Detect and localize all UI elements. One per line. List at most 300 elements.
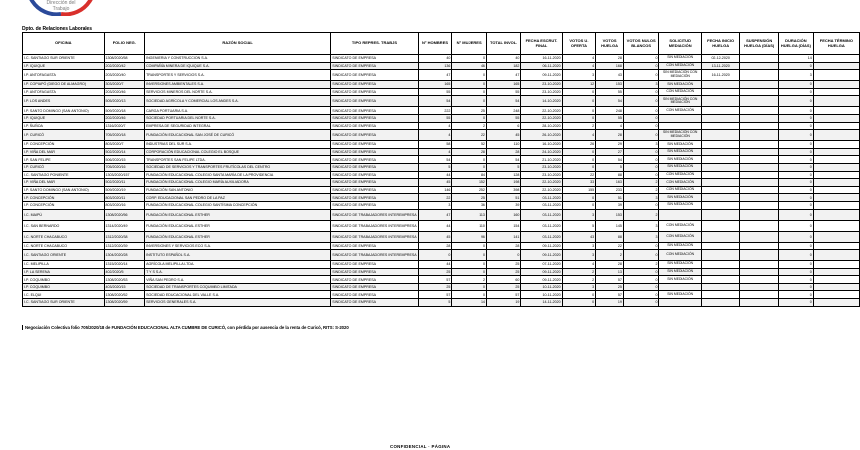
cell-m: 2 [452, 276, 487, 284]
cell-uo: 22 [562, 171, 596, 179]
cell-fin [813, 130, 859, 141]
cell-nb: 3 [623, 194, 659, 202]
cell-uo: 4 [562, 261, 596, 269]
cell-folio: 1316/2020/7 [104, 122, 145, 130]
cell-m: 0 [452, 114, 487, 122]
cell-h: 22 [418, 194, 452, 202]
cell-m: 84 [452, 171, 487, 179]
cell-fin [813, 283, 859, 291]
cell-h: 47 [418, 70, 452, 81]
cell-razon: FUNDACIÓN SAN ANTONIO [145, 186, 331, 194]
table-row [23, 96, 860, 107]
cell-med: SIN MEDIACIÓN [659, 276, 701, 284]
cell-med: CON MEDIACIÓN [659, 179, 701, 187]
cell-tipo: SINDICATO DE EMPRESA [331, 62, 418, 70]
cell-fecha: 28-10-2020 [521, 122, 562, 130]
cell-oficina: I.P. ANTOFAGASTA [23, 70, 105, 81]
cell-tipo: SINDICATO DE EMPRESA [331, 96, 418, 107]
cell-tipo: SINDICATO DE EMPRESA [331, 88, 418, 96]
cell-ini [701, 122, 739, 130]
cell-oficina: I.P. COQUIMBO [23, 276, 105, 284]
cell-fecha: 16-10-2020 [521, 141, 562, 149]
cell-m: 0 [452, 156, 487, 164]
cell-oficina: I.C. SANTIAGO PONIENTE [23, 171, 105, 179]
cell-oficina: I.P. ANTOFAGASTA [23, 88, 105, 96]
strike-negotiations-table [22, 32, 860, 307]
cell-razon: TRANSPORTES Y SERVICIOS S.A. [145, 70, 331, 81]
cell-folio: 403/2020/15 [104, 283, 145, 291]
cell-med: SIN MEDIACIÓN [659, 81, 701, 89]
cell-dur: 0 [779, 242, 814, 250]
cell-fin [813, 107, 859, 115]
cell-ini [701, 179, 739, 187]
cell-t: 6 [486, 122, 520, 130]
cell-nb: 0 [623, 291, 659, 299]
cell-oficina: I.P. IQUIQUE [23, 62, 105, 70]
cell-folio: 1308/2020/58 [104, 55, 145, 63]
cell-dur: 0 [779, 163, 814, 171]
cell-folio: 1303/2020/157 [104, 171, 145, 179]
cell-fecha: 03-11-2020 [521, 201, 562, 209]
cell-tipo: SINDICATO DE EMPRESA [331, 194, 418, 202]
cell-folio: 803/2020/16 [104, 201, 145, 209]
cell-sus [740, 299, 779, 307]
cell-razon: COMPAÑÍA MINERA DE IQUIQUE S.A. [145, 62, 331, 70]
cell-dur: 0 [779, 291, 814, 299]
cell-tipo: SINDICATO DE TRABAJADORES INTEREMPRESA [331, 231, 418, 242]
cell-ini [701, 171, 739, 179]
table-row [23, 283, 860, 291]
cell-dur: 0 [779, 209, 814, 220]
cell-m: 0 [452, 163, 487, 171]
cell-vh: 28 [596, 261, 624, 269]
cell-vh: 163 [596, 179, 624, 187]
table-row [23, 141, 860, 149]
cell-tipo: SINDICATO DE TRABAJADORES INTEREMPRESA [331, 209, 418, 220]
column-header: FECHA TÉRMINO HUELGA [813, 33, 859, 55]
cell-m: 96 [452, 231, 487, 242]
cell-h: 57 [418, 291, 452, 299]
table-row [23, 130, 860, 141]
cell-vh: 145 [596, 220, 624, 231]
column-header: TOTAL INVOL. [486, 33, 520, 55]
cell-tipo: SINDICATO DE EMPRESA [331, 276, 418, 284]
svg-text:Dirección del: Dirección del [46, 0, 76, 6]
cell-fecha: 03-11-2020 [521, 231, 562, 242]
cell-tipo: SINDICATO DE EMPRESA [331, 186, 418, 194]
cell-sus [740, 88, 779, 96]
cell-nb: 2 [623, 209, 659, 220]
cell-ini [701, 163, 739, 171]
cell-razon: SERVICIOS GENERALES S.A. [145, 299, 331, 307]
cell-oficina: I.P. VIÑA DEL MAR [23, 148, 105, 156]
cell-ini [701, 81, 739, 89]
cell-razon: INSTITUTO ESPAÑOL S.A. [145, 250, 331, 261]
cell-ini [701, 231, 739, 242]
cell-ini [701, 299, 739, 307]
cell-nb: 0 [623, 130, 659, 141]
cell-h: 54 [418, 156, 452, 164]
cell-m: 0 [452, 70, 487, 81]
cell-med: SIN MEDIACIÓN [659, 201, 701, 209]
cell-vh: 57 [596, 276, 624, 284]
table-row [23, 107, 860, 115]
cell-tipo: SINDICATO DE EMPRESA [331, 141, 418, 149]
cell-uo: 155 [562, 186, 596, 194]
cell-uo: 33 [562, 179, 596, 187]
cell-uo: 4 [562, 55, 596, 63]
cell-fecha: 21-10-2020 [521, 156, 562, 164]
cell-folio: 1312/2020/39 [104, 242, 145, 250]
cell-sus [740, 55, 779, 63]
cell-vh: 88 [596, 231, 624, 242]
cell-folio: 705/2020/18 [104, 130, 145, 141]
cell-med: SIN MEDIACIÓN [659, 291, 701, 299]
cell-uo: 0 [562, 156, 596, 164]
cell-tipo: SINDICATO DE EMPRESA [331, 163, 418, 171]
cell-dur: 0 [779, 122, 814, 130]
cell-razon: INGENIERIA Y CONSTRUCCION S.A. [145, 55, 331, 63]
cell-vh: 28 [596, 130, 624, 141]
cell-fecha: 16-11-2020 [521, 55, 562, 63]
cell-ini [701, 114, 739, 122]
cell-h: 44 [418, 220, 452, 231]
cell-med: SIN MEDIACIÓN [659, 148, 701, 156]
cell-m: 0 [452, 268, 487, 276]
cell-dur: 0 [779, 130, 814, 141]
cell-sus [740, 70, 779, 81]
cell-nb: 0 [623, 148, 659, 156]
cell-folio: 203/2020/40 [104, 70, 145, 81]
cell-fecha: 24-10-2020 [521, 148, 562, 156]
cell-vh: 22 [596, 242, 624, 250]
cell-ini [701, 186, 739, 194]
column-header: FOLIO NEG. [104, 33, 145, 55]
cell-h: 45 [418, 231, 452, 242]
cell-fin [813, 194, 859, 202]
cell-nb: 0 [623, 250, 659, 261]
cell-m: 113 [452, 209, 487, 220]
cell-t: 45 [486, 130, 520, 141]
cell-dur: 0 [779, 276, 814, 284]
cell-dur: 0 [779, 299, 814, 307]
cell-h: 4 [418, 122, 452, 130]
column-header: VOTOS NULOS BLANCOS [623, 33, 659, 55]
cell-sus [740, 171, 779, 179]
cell-t: 47 [486, 70, 520, 81]
cell-tipo: SINDICATO DE EMPRESA [331, 201, 418, 209]
cell-folio: 705/2020/16 [104, 163, 145, 171]
cell-med: SIN MEDIACIÓN CON MEDIACIÓN [659, 130, 701, 141]
cell-fecha: 09-11-2020 [521, 250, 562, 261]
cell-fin [813, 122, 859, 130]
cell-t: 25 [486, 268, 520, 276]
cell-fin [813, 299, 859, 307]
cell-oficina: I.P. CURICÓ [23, 163, 105, 171]
cell-tipo: SINDICATO DE TRABAJADORES INTEREMPRESA [331, 220, 418, 231]
cell-tipo: SINDICATO DE EMPRESA [331, 122, 418, 130]
cell-tipo: SINDICATO DE EMPRESA [331, 148, 418, 156]
cell-folio: 1304/2020/28 [104, 250, 145, 261]
cell-t: 60 [486, 276, 520, 284]
cell-tipo: SINDICATO DE EMPRESA [331, 242, 418, 250]
cell-fin [813, 148, 859, 156]
table-header-row [23, 33, 860, 55]
table-row [23, 194, 860, 202]
cell-sus [740, 242, 779, 250]
svg-text:Trabajo: Trabajo [52, 6, 70, 12]
cell-h: 40 [418, 55, 452, 63]
cell-uo: 0 [562, 148, 596, 156]
cell-med: SIN MEDIACIÓN CON MEDIACIÓN [659, 96, 701, 107]
cell-ini [701, 194, 739, 202]
direccion-del-trabajo-logo [26, 0, 96, 16]
cell-t: 25 [486, 283, 520, 291]
cell-dur: 0 [779, 141, 814, 149]
cell-vh: 153 [596, 209, 624, 220]
cell-h: 45 [418, 179, 452, 187]
table-row [23, 250, 860, 261]
cell-fecha: 10-11-2020 [521, 291, 562, 299]
table-row [23, 201, 860, 209]
cell-dur: 0 [779, 261, 814, 269]
cell-t: 40 [486, 55, 520, 63]
cell-sus [740, 194, 779, 202]
cell-t: 25 [486, 261, 520, 269]
cell-dur: 0 [779, 96, 814, 107]
cell-sus [740, 130, 779, 141]
cell-uo: 12 [562, 81, 596, 89]
cell-uo: 0 [562, 107, 596, 115]
page-footer: CONFIDENCIAL · PÁGINA [390, 444, 451, 449]
cell-uo: 5 [562, 220, 596, 231]
column-header: VOTOS HUELGA [596, 33, 624, 55]
cell-folio: 1308/2020/52 [104, 291, 145, 299]
cell-h: 222 [418, 107, 452, 115]
cell-m: 0 [452, 81, 487, 89]
cell-tipo: SINDICATO DE EMPRESA [331, 156, 418, 164]
cell-razon: AGRÍCOLA MELIPILLA LTDA. [145, 261, 331, 269]
cell-med: CON MEDIACIÓN [659, 186, 701, 194]
cell-t: 54 [486, 96, 520, 107]
cell-sus [740, 276, 779, 284]
cell-nb: 3 [623, 141, 659, 149]
table-row [23, 299, 860, 307]
cell-fin [813, 156, 859, 164]
cell-vh: 13 [596, 268, 624, 276]
table-row [23, 148, 860, 156]
column-header: N° HOMBRES [418, 33, 452, 55]
cell-m: 2 [452, 122, 487, 130]
cell-razon: FUNDACIÓN EDUCACIONAL COLEGIO SANTA MARÍA DE LA PROVIDENCIA [145, 171, 331, 179]
cell-fecha: 06-11-2020 [521, 62, 562, 70]
cell-razon: FUNDACIÓN EDUCACIONAL ESTHER [145, 231, 331, 242]
cell-folio: 1308/2020/56 [104, 209, 145, 220]
cell-sus [740, 148, 779, 156]
cell-fecha: 22-10-2020 [521, 179, 562, 187]
cell-nb: 0 [623, 62, 659, 70]
cell-fin [813, 231, 859, 242]
cell-fecha: 14-10-2020 [521, 96, 562, 107]
cell-tipo: SINDICATO DE EMPRESA [331, 291, 418, 299]
cell-tipo: SINDICATO DE EMPRESA [331, 261, 418, 269]
cell-oficina: I.P. CONCEPCIÓN [23, 141, 105, 149]
cell-dur: 0 [779, 148, 814, 156]
cell-fin [813, 242, 859, 250]
cell-h: 4 [418, 148, 452, 156]
cell-sus [740, 220, 779, 231]
cell-fin [813, 88, 859, 96]
cell-oficina: I.C. MELIPILLA [23, 261, 105, 269]
cell-m: 52 [452, 141, 487, 149]
cell-med [659, 122, 701, 130]
cell-oficina: I.C. MAIPÚ [23, 209, 105, 220]
cell-t: 398 [486, 186, 520, 194]
cell-oficina: I.P. IQUIQUE [23, 114, 105, 122]
cell-nb: 3 [623, 81, 659, 89]
cell-nb: 0 [623, 201, 659, 209]
cell-oficina: I.P. COQUIMBO [23, 283, 105, 291]
cell-fecha: 14-11-2020 [521, 299, 562, 307]
cell-fin [813, 268, 859, 276]
cell-folio: 1308/2020/53 [104, 276, 145, 284]
cell-vh: 4 [596, 122, 624, 130]
column-header: VOTOS U. OFERTA [562, 33, 596, 55]
cell-oficina: I.P. SANTO DOMINGO (SAN ANTONIO) [23, 107, 105, 115]
cell-t: 57 [486, 291, 520, 299]
cell-uo: 3 [562, 242, 596, 250]
cell-sus [740, 186, 779, 194]
cell-m: 0 [452, 96, 487, 107]
cell-fecha: 09-11-2020 [521, 242, 562, 250]
cell-sus [740, 179, 779, 187]
cell-uo: 0 [562, 201, 596, 209]
cell-nb: 2 [623, 179, 659, 187]
cell-fin [813, 291, 859, 299]
column-header: DURACIÓN HUELGA (DÍAS) [779, 33, 814, 55]
cell-uo: 2 [562, 122, 596, 130]
table-row [23, 88, 860, 96]
cell-nb: 0 [623, 88, 659, 96]
cell-dur: 0 [779, 171, 814, 179]
column-header: TIPO REPRES. TRABJS [331, 33, 418, 55]
cell-sus [740, 114, 779, 122]
cell-fecha: 26-10-2020 [521, 130, 562, 141]
cell-nb: 0 [623, 299, 659, 307]
cell-m: 0 [452, 55, 487, 63]
cell-fecha: 23-10-2020 [521, 163, 562, 171]
cell-tipo: SINDICATO DE EMPRESA [331, 130, 418, 141]
cell-dur: 0 [779, 220, 814, 231]
cell-vh: 248 [596, 107, 624, 115]
cell-folio: 803/2020/7 [104, 141, 145, 149]
cell-uo: 0 [562, 163, 596, 171]
cell-oficina: I.C. NORTE CHACABUCO [23, 242, 105, 250]
cell-vh: 168 [596, 62, 624, 70]
cell-t: 28 [486, 242, 520, 250]
cell-fin [813, 261, 859, 269]
cell-fin [813, 201, 859, 209]
cell-h: 55 [418, 114, 452, 122]
cell-m: 110 [452, 220, 487, 231]
cell-fecha: 23-10-2020 [521, 81, 562, 89]
cell-tipo: SINDICATO DE EMPRESA [331, 283, 418, 291]
cell-sus [740, 201, 779, 209]
cell-oficina: I.P. LA SERENA [23, 268, 105, 276]
cell-uo: 26 [562, 141, 596, 149]
cell-sus [740, 141, 779, 149]
cell-h: 25 [418, 268, 452, 276]
cell-med: SIN MEDIACIÓN [659, 141, 701, 149]
cell-fin [813, 220, 859, 231]
table-body [23, 55, 860, 307]
cell-vh: 43 [596, 70, 624, 81]
table-row [23, 276, 860, 284]
cell-fecha: 22-10-2020 [521, 114, 562, 122]
cell-ini: 16-11-2020 [701, 70, 739, 81]
cell-folio: 502/2020/14 [104, 148, 145, 156]
cell-ini [701, 107, 739, 115]
cell-h: 44 [418, 171, 452, 179]
cell-oficina: I.P. SAN FELIPE [23, 156, 105, 164]
cell-fin [813, 209, 859, 220]
table-row [23, 114, 860, 122]
cell-uo: 0 [562, 88, 596, 96]
cell-fecha: 09-11-2020 [521, 276, 562, 284]
cell-uo: 0 [562, 194, 596, 202]
cell-fin [813, 163, 859, 171]
cell-fin [813, 141, 859, 149]
cell-dur: 0 [779, 186, 814, 194]
cell-dur: 0 [779, 268, 814, 276]
cell-nb: 0 [623, 156, 659, 164]
column-header: FECHA ESCRUT. FINAL [521, 33, 562, 55]
cell-razon: INDUSTRIAS DEL SUR S.A. [145, 141, 331, 149]
cell-nb: 0 [623, 268, 659, 276]
cell-dur: 0 [779, 231, 814, 242]
cell-nb: 3 [623, 231, 659, 242]
cell-h: 3 [418, 201, 452, 209]
cell-ini [701, 156, 739, 164]
cell-med: SIN MEDIACIÓN [659, 156, 701, 164]
cell-ini [701, 96, 739, 107]
cell-sus [740, 163, 779, 171]
cell-razon: CARGA PORTUARIA S.A. [145, 107, 331, 115]
cell-m: 0 [452, 291, 487, 299]
cell-tipo: SINDICATO DE EMPRESA [331, 299, 418, 307]
cell-h: 47 [418, 209, 452, 220]
cell-ini [701, 250, 739, 261]
cell-dur: 0 [779, 250, 814, 261]
cell-razon: CORP. EDUCACIONAL SAN PEDRO DE LA PAZ [145, 194, 331, 202]
table-row [23, 62, 860, 70]
cell-sus [740, 283, 779, 291]
cell-t: 55 [486, 88, 520, 96]
cell-t: 0 [486, 250, 520, 261]
cell-oficina: I.C. NORTE CHACABUCO [23, 231, 105, 242]
cell-folio: 1315/2020/14 [104, 261, 145, 269]
cell-t: 110 [486, 141, 520, 149]
cell-nb: 3 [623, 220, 659, 231]
cell-m: 36 [452, 201, 487, 209]
cell-t: 198 [486, 179, 520, 187]
cell-uo: 4 [562, 130, 596, 141]
cell-razon: SERVICIOS MINEROS DEL NORTE S.A. [145, 88, 331, 96]
cell-uo: 43 [562, 231, 596, 242]
cell-fin [813, 250, 859, 261]
table-row [23, 209, 860, 220]
cell-med: CON MEDIACIÓN [659, 107, 701, 115]
